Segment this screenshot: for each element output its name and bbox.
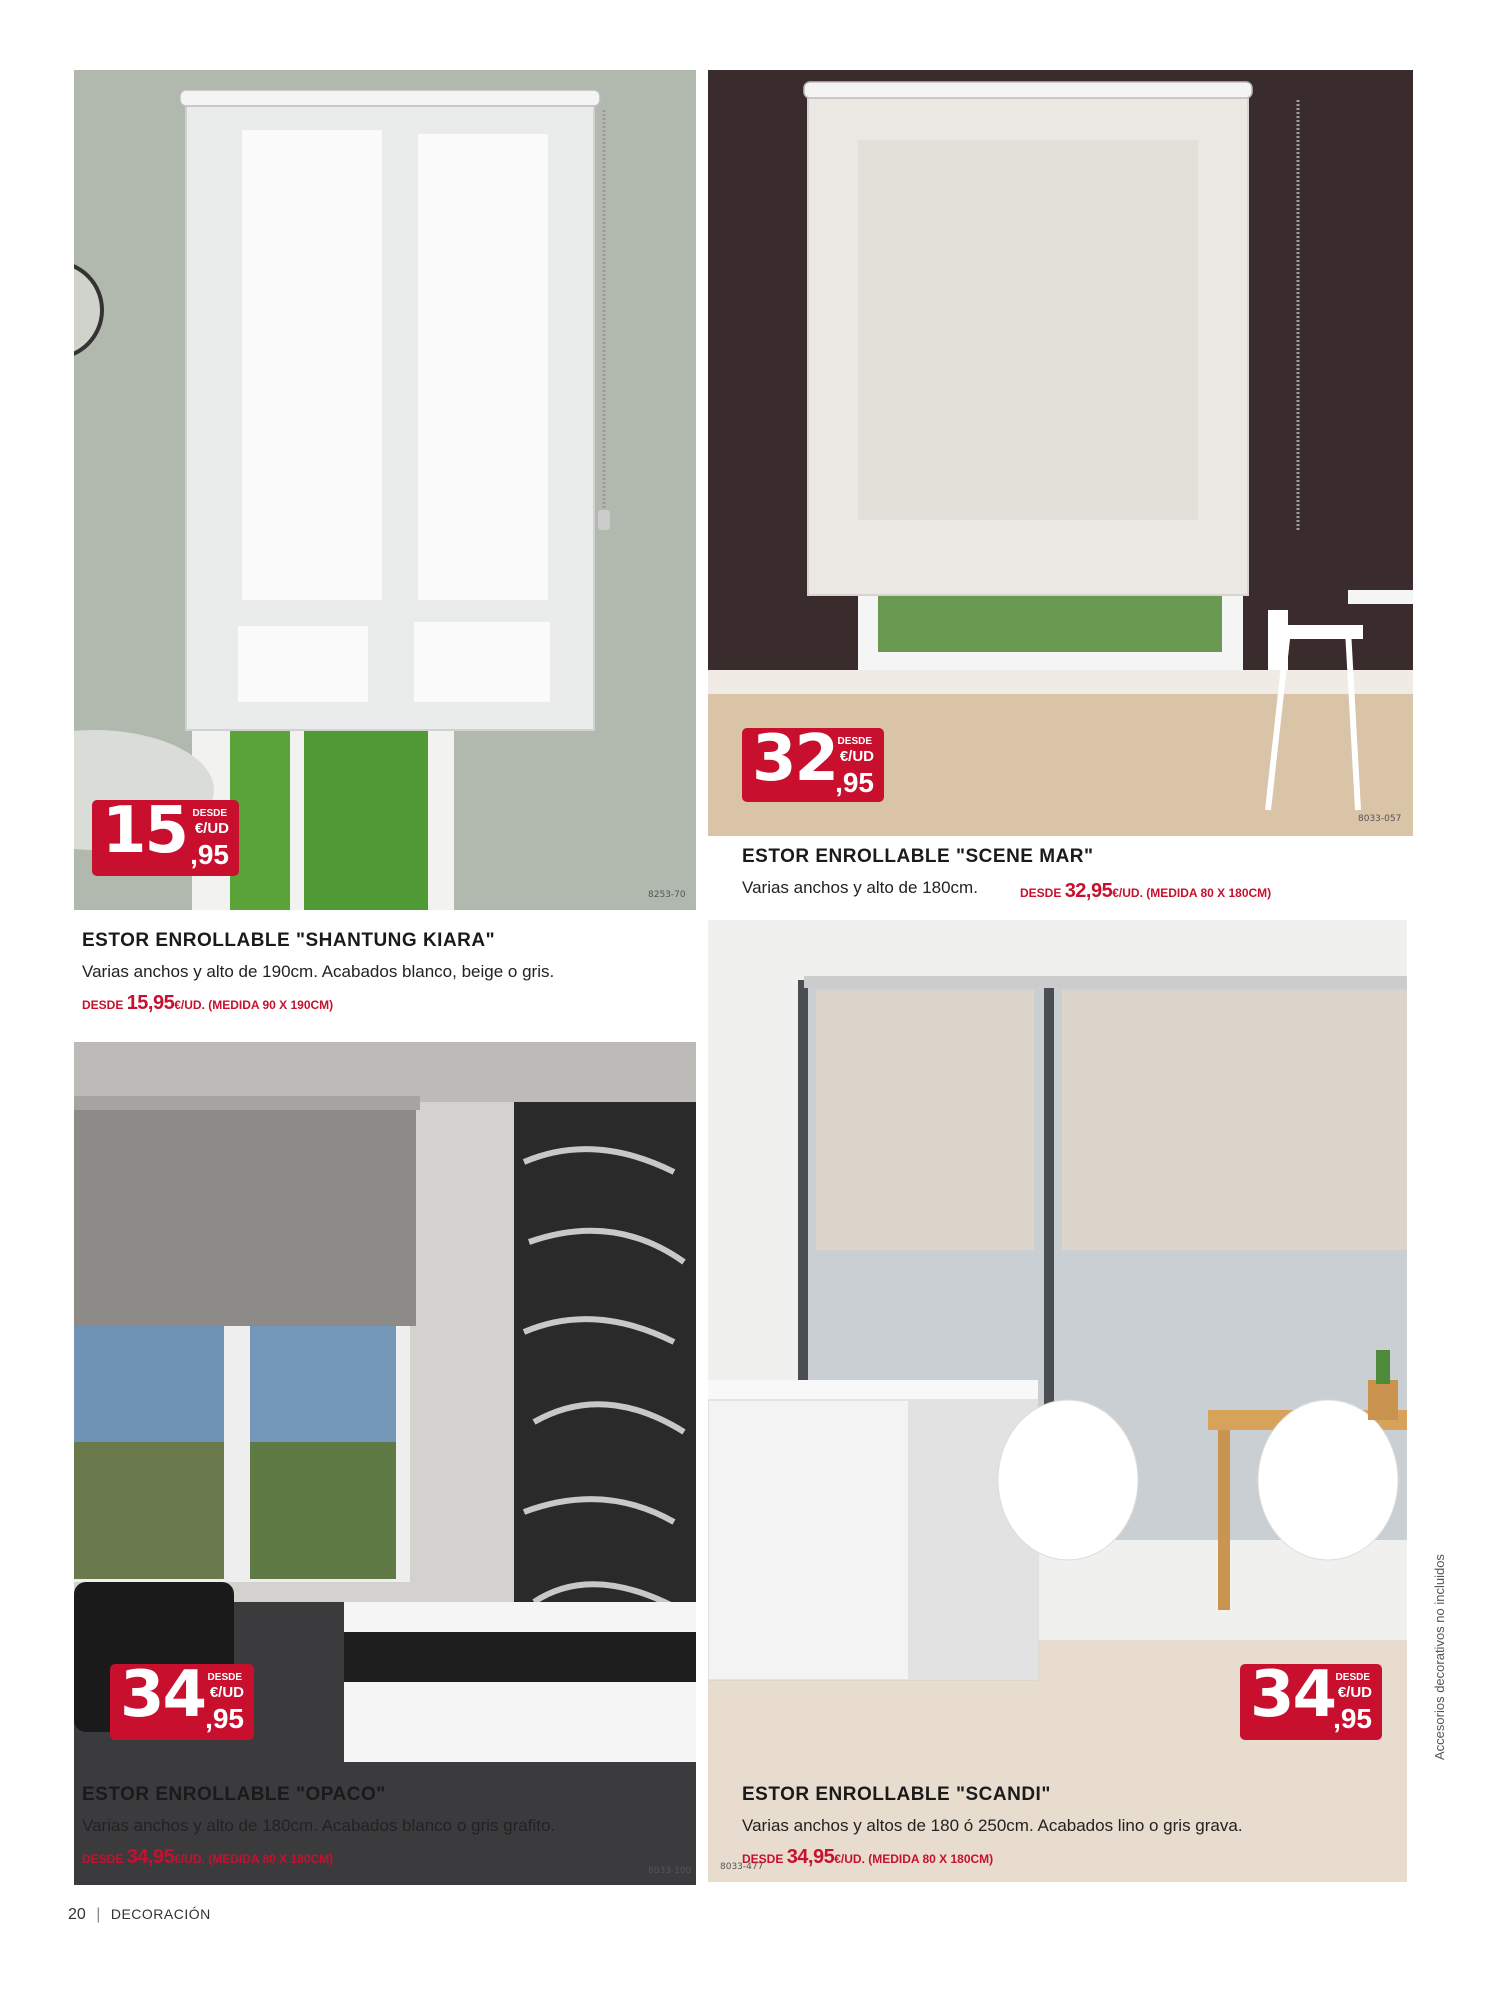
price-prefix: DESDE [82, 998, 124, 1012]
product-price [742, 1846, 993, 1869]
price-badge [110, 1658, 254, 1740]
product-description: Varias anchos y alto de 180cm. [742, 878, 978, 897]
price-suffix: €/UD. (MEDIDA 80 X 180CM) [834, 1852, 994, 1866]
side-note: Accesorios decorativos no incluidos [1432, 1554, 1447, 1760]
footer-separator: | [96, 1906, 101, 1923]
price-badge-unit: €/UD [209, 1684, 244, 1701]
price-prefix: DESDE [742, 1852, 784, 1866]
price-badge-desde: DESDE [837, 736, 872, 747]
section-name: DECORACIÓN [110, 1906, 211, 1922]
price-badge-desde: DESDE [192, 808, 227, 819]
price-badge-unit: €/UD [839, 748, 874, 765]
product-code: 8253-70 [648, 890, 686, 900]
price-badge-desde: DESDE [207, 1672, 242, 1683]
product-title: ESTOR ENROLLABLE "SHANTUNG KIARA" [82, 930, 496, 951]
price-suffix: €/UD. (MEDIDA 80 X 180CM) [174, 1852, 334, 1866]
product-price [82, 1846, 333, 1869]
price-badge [1240, 1658, 1382, 1740]
price-badge [92, 794, 239, 876]
price-value: 15,95 [126, 992, 175, 1014]
product-price [1020, 880, 1271, 903]
product-price [82, 992, 333, 1015]
price-badge-unit: €/UD [194, 820, 229, 837]
product-photo-opaco [74, 1042, 696, 1885]
product-title: ESTOR ENROLLABLE "OPACO" [82, 1784, 386, 1805]
price-badge [742, 722, 884, 802]
product-description: Varias anchos y alto de 180cm. Acabados blanco o gris grafito. [82, 1816, 556, 1835]
page-footer [68, 1906, 211, 1924]
product-title: ESTOR ENROLLABLE "SCANDI" [742, 1784, 1051, 1805]
price-prefix: DESDE [1020, 886, 1062, 900]
price-badge-cents: ,95 [835, 767, 874, 798]
price-badge-integer: 15 [102, 794, 188, 868]
price-badge-integer: 34 [120, 1658, 206, 1732]
product-code: 8033-477 [720, 1862, 764, 1872]
price-suffix: €/UD. (MEDIDA 90 X 190CM) [174, 998, 334, 1012]
product-code: 8033-057 [1358, 814, 1402, 824]
price-badge-desde: DESDE [1335, 1672, 1370, 1683]
price-suffix: €/UD. (MEDIDA 80 X 180CM) [1112, 886, 1272, 900]
product-description: Varias anchos y alto de 190cm. Acabados blanco, beige o gris. [82, 962, 555, 981]
price-value: 34,95 [786, 1846, 835, 1868]
price-value: 34,95 [126, 1846, 175, 1868]
price-badge-cents: ,95 [190, 839, 229, 870]
price-prefix: DESDE [82, 1852, 124, 1866]
price-badge-integer: 34 [1250, 1658, 1336, 1732]
product-description: Varias anchos y altos de 180 ó 250cm. Acabados lino o gris grava. [742, 1816, 1243, 1835]
product-title: ESTOR ENROLLABLE "SCENE MAR" [742, 846, 1094, 867]
page-number: 20 [68, 1906, 86, 1923]
price-badge-integer: 32 [752, 722, 838, 796]
price-badge-cents: ,95 [205, 1703, 244, 1734]
price-badge-cents: ,95 [1333, 1703, 1372, 1734]
price-value: 32,95 [1064, 880, 1113, 902]
product-photo-shantung-kiara [74, 70, 696, 910]
product-code: 8033-100 [648, 1866, 692, 1876]
price-badge-unit: €/UD [1337, 1684, 1372, 1701]
